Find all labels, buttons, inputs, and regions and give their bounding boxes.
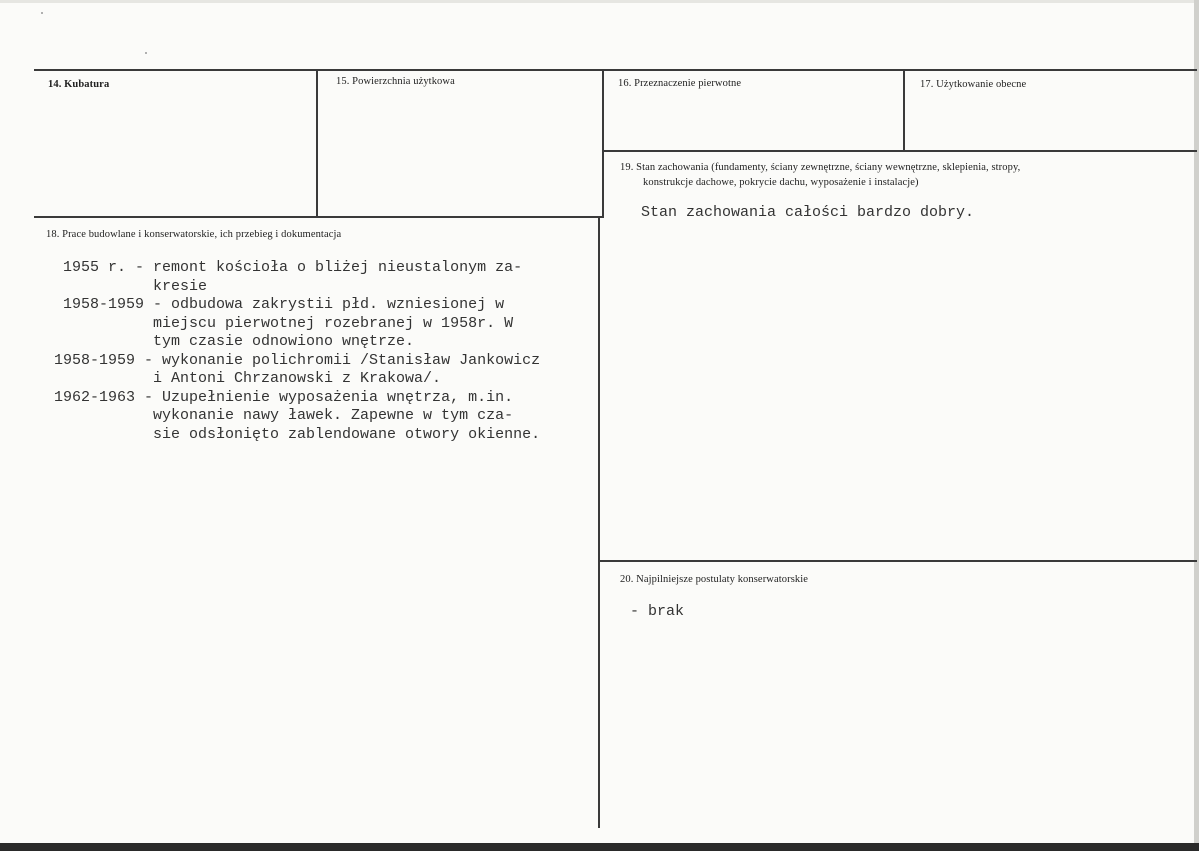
field-19-value: Stan zachowania całości bardzo dobry.	[641, 204, 975, 221]
field-18-line: 1962-1963 - Uzupełnienie wyposażenia wnętrza, m.in.	[54, 388, 514, 406]
rule-above-20	[599, 560, 1197, 562]
scan-speck	[41, 12, 43, 14]
rule-above-18	[34, 216, 604, 218]
field-16-label: 16. Przeznaczenie pierwotne	[618, 78, 742, 89]
field-18-line: tym czasie odnowiono wnętrze.	[63, 333, 415, 350]
field-18-line: wykonanie nawy ławek. Zapewne w tym cza-	[63, 407, 514, 424]
page-right-edge	[1194, 0, 1199, 851]
field-18-line: 1958-1959 - odbudowa zakrystii płd. wzniesionej w	[63, 296, 505, 313]
page-bottom-edge	[0, 843, 1199, 851]
field-20-value: - brak	[630, 603, 685, 620]
top-rule	[34, 69, 1197, 71]
field-19-label-line2: konstrukcje dachowe, pokrycie dachu, wyposażenie i instalacje)	[643, 177, 919, 188]
field-18-line: sie odsłonięto zablendowane otwory okienne.	[63, 425, 541, 443]
field-18-line: kresie	[63, 277, 208, 295]
divider-18-19	[598, 216, 600, 828]
divider-15-16	[602, 70, 604, 218]
field-18-line: i Antoni Chrzanowski z Krakowa/.	[63, 370, 442, 387]
page-top-edge	[0, 0, 1199, 3]
field-14-label: 14. Kubatura	[48, 79, 110, 90]
divider-14-15	[316, 70, 318, 218]
field-20-label: 20. Najpilniejsze postulaty konserwatorskie	[620, 574, 809, 585]
field-18-line: miejscu pierwotnej rozebranej w 1958r. W	[63, 314, 514, 332]
field-19-label-line1: 19. Stan zachowania (fundamenty, ściany zewnętrzne, ściany wewnętrzne, sklepienia, stropy,	[620, 162, 1021, 173]
field-18-line: 1955 r. - remont kościoła o bliżej nieustalonym za-	[63, 259, 523, 276]
field-15-label: 15. Powierzchnia użytkowa	[336, 76, 455, 87]
rule-above-19	[602, 150, 1197, 152]
field-17-label: 17. Użytkowanie obecne	[920, 79, 1027, 90]
scan-speck	[145, 52, 147, 54]
field-18-line: 1958-1959 - wykonanie polichromii /Stanisław Jankowicz	[54, 351, 541, 369]
divider-16-17	[903, 70, 905, 152]
field-18-label: 18. Prace budowlane i konserwatorskie, ich przebieg i dokumentacja	[46, 229, 342, 240]
